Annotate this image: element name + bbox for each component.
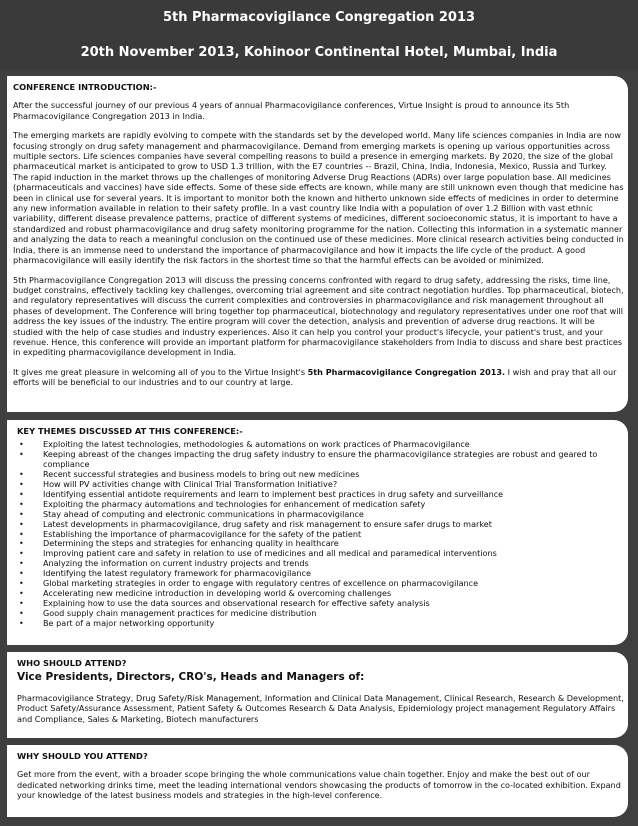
theme-item: • Explaining how to use the data sources and observational research for effective safety analysis bbox=[17, 599, 624, 609]
event-date-venue: 20th November 2013, Kohinoor Continental Hotel, Mumbai, India bbox=[80, 45, 558, 60]
theme-item: • Exploiting the pharmacy automations and technologies for enhancement of medication safety bbox=[17, 500, 624, 510]
themes-heading: KEY THEMES DISCUSSED AT THIS CONFERENCE:- bbox=[17, 426, 243, 436]
theme-item: • Stay ahead of computing and electronic communications in pharmacovigilance bbox=[17, 510, 624, 520]
theme-item: • Be part of a major networking opportunity bbox=[17, 619, 624, 629]
who-section bbox=[7, 652, 628, 738]
intro-paragraph-3: 5th Pharmacovigilance Congregation 2013 will discuss the pressing concerns confronted with regard to drug safety, addressing the risks, time line, budget constrains, effectively tackling key challenges, overcoming trial agreement and site contract negotiation hurdles. Top pharmaceutical, biotech, and regulatory representatives will discuss the current complexities and controversies in pharmacovigilance and risk management throughout all phases of development. The Conference will bring together top pharmaceutical, biotechnology and regulatory representatives under one roof that will address the key issues of the industry. The entire program will cover the detection, analysis and prevention of adverse drug reactions. It will be studied with the help of case studies and industry experiences. Also it can help you control your product's lifecycle, your patient's trust, and your revenue. Hence, this conference will provide an important platform for pharmacovigilance stakeholders from India to discuss and share best practices in expediting pharmacovigilance development in India. bbox=[13, 274, 624, 358]
theme-item: • Accelerating new medicine introduction in developing world & overcoming challenges bbox=[17, 589, 624, 599]
theme-item: • Keeping abreast of the changes impacting the drug safety industry to ensure the pharmacovigilance strategies are robust and geared to compliance bbox=[17, 450, 624, 470]
who-body: Pharmacovigilance Strategy, Drug Safety/Risk Management, Information and Clinical Data Management, Clinical Research, Research & Development, Product Safety/Assurance Assessment, Patient Safety & Outcomes Research & Data Analysis, Epidemiology project management Regulatory Affairs and Compliance, Sales & Marketing, Biotech manufacturers bbox=[17, 692, 624, 724]
theme-item: • Analyzing the information on current industry projects and trends bbox=[17, 559, 624, 569]
welcome-text: It gives me great pleasure in welcoming all of you to the Virtue Insight's bbox=[13, 366, 308, 377]
themes-section bbox=[7, 420, 628, 645]
intro-section bbox=[7, 76, 628, 412]
theme-item: • Establishing the importance of pharmacovigilance for the safety of the patient bbox=[17, 530, 624, 540]
who-heading: WHO SHOULD ATTEND? bbox=[17, 658, 127, 668]
why-heading: WHY SHOULD YOU ATTEND? bbox=[17, 751, 148, 761]
intro-heading: CONFERENCE INTRODUCTION:- bbox=[13, 82, 157, 92]
theme-item: • Latest developments in pharmacovigilance, drug safety and risk management to ensure safer drugs to market bbox=[17, 520, 624, 530]
theme-item: • Determining the steps and strategies for enhancing quality in healthcare bbox=[17, 539, 624, 549]
themes-list bbox=[17, 440, 624, 628]
why-body: Get more from the event, with a broader scope bringing the whole communications value chain together. Enjoy and make the best out of our dedicated networking drinks time, meet the leading international vendors showcasing the products of tomorrow in the co-located exhibition. Expand your knowledge of the latest business models and strategies in the high-level conference. bbox=[17, 769, 621, 801]
who-subheading: Vice Presidents, Directors, CRO's, Heads and Managers of: bbox=[17, 671, 365, 684]
theme-item: • Good supply chain management practices for medicine distribution bbox=[17, 609, 624, 619]
theme-item: • Recent successful strategies and business models to bring out new medicines bbox=[17, 470, 624, 480]
theme-item: • Global marketing strategies in order to engage with regulatory centres of excellence on pharmacovigilance bbox=[17, 579, 624, 589]
intro-paragraph-1: After the successful journey of our previous 4 years of annual Pharmacovigilance conferences, Virtue Insight is proud to announce its 5th Pharmacovigilance Congregation 2013 in India. bbox=[13, 100, 570, 121]
intro-paragraph-4 bbox=[13, 367, 624, 388]
page-header bbox=[0, 0, 638, 70]
theme-item: • Exploiting the latest technologies, methodologies & automations on work practices of Pharmacovigilance bbox=[17, 440, 624, 450]
theme-item: • Improving patient care and safety in relation to use of medicines and all medical and paramedical interventions bbox=[17, 549, 624, 559]
theme-item: • Identifying essential antidote requirements and learn to implement best practices in drug safety and surveillance bbox=[17, 490, 624, 500]
theme-item: • How will PV activities change with Clinical Trial Transformation Initiative? bbox=[17, 480, 624, 490]
event-name-bold: 5th Pharmacovigilance Congregation 2013. bbox=[307, 366, 506, 377]
closing-text: I wish and pray that all our efforts will be beneficial to our industries and to our country at large. bbox=[13, 366, 617, 388]
intro-paragraph-2: The emerging markets are rapidly evolving to compete with the standards set by the developed world. Many life sciences companies in India are now focusing strongly on drug safety management and pharmacovigilance. Demand from emerging markets is opening up various opportunities across multiple sectors. Life sciences companies have several compelling reasons to build a presence in emerging markets. By 2020, the size of the global pharmaceutical market is anticipated to grow to USD 1.3 trillion, with the E7 countries -- Brazil, China, India, Indonesia, Mexico, Russia and Turkey. The rapid induction in the market throws up the challenges of monitoring Adverse Drug Reactions (ADRs) over large population base. All medicines (pharmaceuticals and vaccines) have side effects. Some of these side effects are known, while many are still unknown even though that medicine has been in clinical use for several years. It is important to monitor both the known and hitherto unknown side effects of medicines in order to determine any new information available in relation to their safety profile. In a vast country like India with a population of over 1.2 Billion with vast ethnic variability, different disease prevalence patterns, practice of different systems of medicines, different socioeconomic status, it is important to have a standardized and robust pharmacovigilance and drug safety monitoring programme for the nation. Collecting this information in a systematic manner and analyzing the data to reach a meaningful conclusion on the continued use of these medicines. More clinical research activities being conducted in India, there is an immense need to understand the importance of pharmacovigilance and how it impacts the life cycle of the product. A good pharmacovigilance will easily identify the risk factors in the shortest time so that the harmful effects can be avoided or minimized. bbox=[13, 130, 624, 266]
why-section bbox=[7, 745, 628, 817]
theme-item: • Identifying the latest regulatory framework for pharmacovigilance bbox=[17, 569, 624, 579]
event-title: 5th Pharmacovigilance Congregation 2013 bbox=[162, 10, 476, 25]
